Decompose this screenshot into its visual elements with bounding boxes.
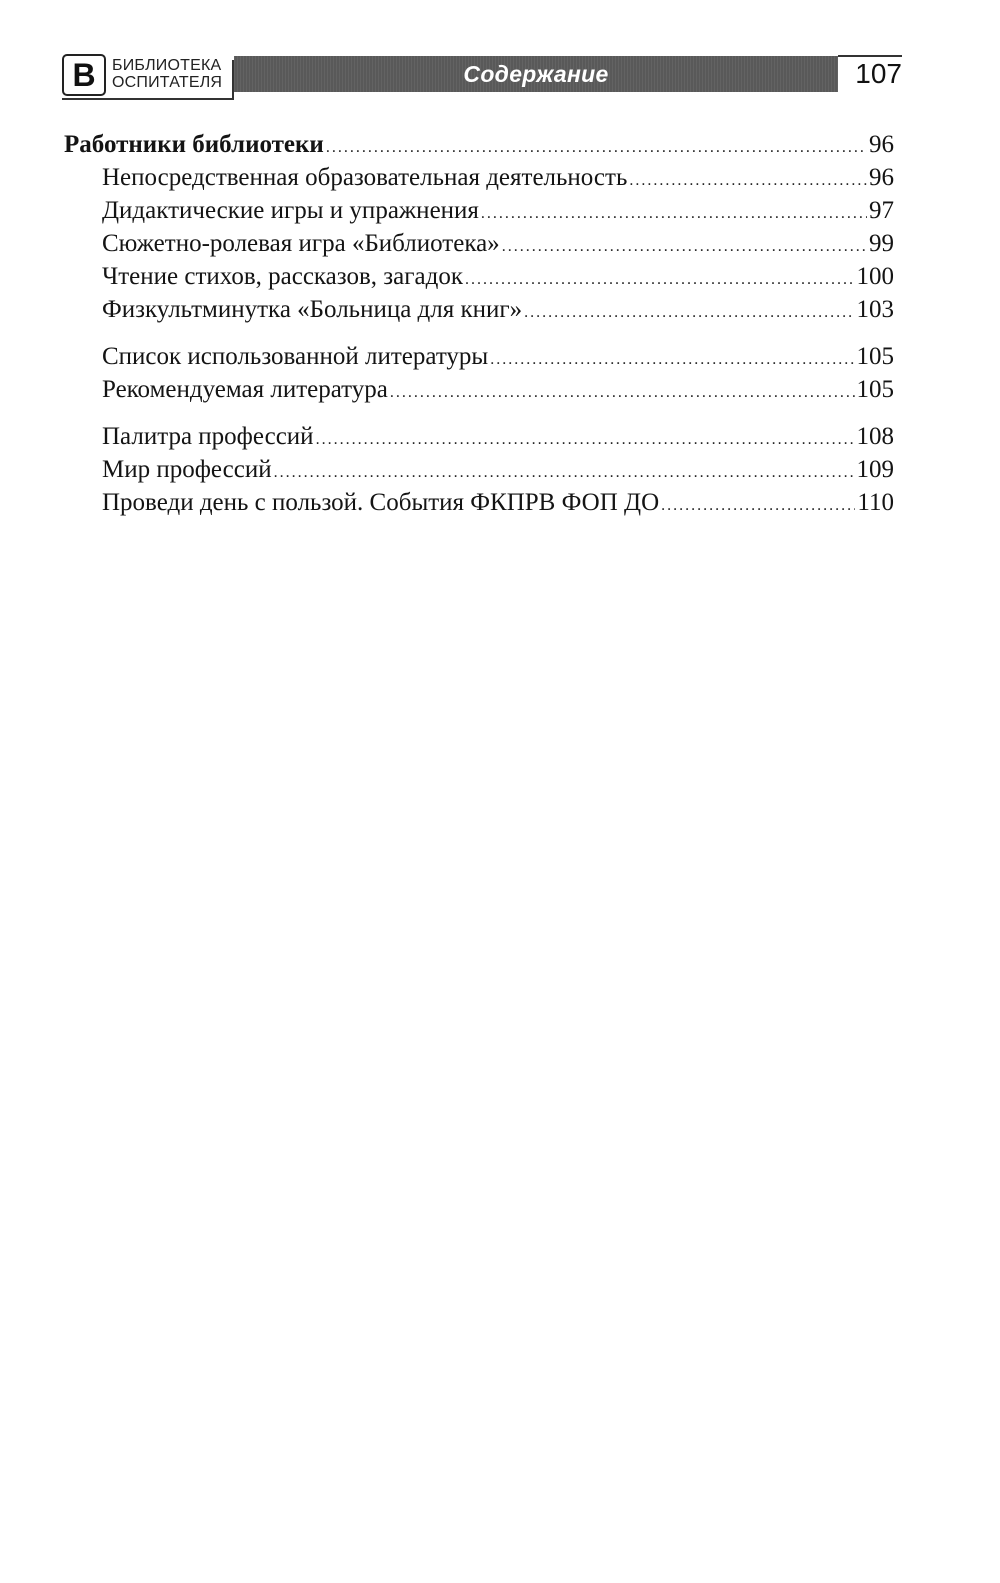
toc-entry-page: 105 (856, 376, 894, 403)
toc-entry-title: Физкультминутка «Больница для книг» (102, 296, 523, 323)
page-number: 107 (855, 58, 902, 89)
dot-leader (524, 296, 854, 329)
section-title: Содержание (463, 60, 609, 87)
dot-leader (629, 164, 867, 197)
series-name (112, 57, 222, 91)
toc-entry-title: Рекомендуемая литература (102, 376, 388, 403)
toc-entry-page: 96 (869, 131, 894, 158)
dot-leader (390, 376, 855, 409)
toc-entry-title: Палитра профессий (102, 423, 314, 450)
dot-leader (465, 263, 855, 296)
toc-entry (64, 486, 894, 519)
toc-entry-page: 99 (869, 230, 894, 257)
toc-entry-title: Сюжетно-ролевая игра «Библиотека» (102, 230, 500, 257)
toc-entry (64, 340, 894, 373)
toc-entry (64, 373, 894, 406)
series-name-line-1: БИБЛИОТЕКА (112, 57, 222, 74)
running-header (62, 52, 902, 100)
dot-leader (502, 230, 867, 263)
series-logo: В (62, 54, 106, 96)
toc-entry-title: Мир профессий (102, 456, 272, 483)
series-name-line-2: ОСПИТАТЕЛЯ (112, 74, 223, 91)
toc-entry (64, 453, 894, 486)
toc-entry-page: 100 (856, 263, 894, 290)
toc-entry (64, 227, 894, 260)
toc-entry-title: Дидактические игры и упражнения (102, 197, 479, 224)
toc-entry-page: 105 (856, 343, 894, 370)
toc-entry-page: 110 (857, 489, 894, 516)
dot-leader (326, 131, 867, 164)
toc-entry (64, 128, 894, 161)
dot-leader (274, 456, 855, 489)
section-title-band (234, 56, 838, 92)
toc-entry-title: Проведи день с пользой. События ФКПРВ ФОП ДО (102, 489, 660, 516)
dot-leader (481, 197, 867, 230)
dot-leader (490, 343, 854, 376)
toc-entry (64, 420, 894, 453)
toc-entry-title: Список использованной литературы (102, 343, 489, 370)
toc-entry-title: Чтение стихов, рассказов, загадок (102, 263, 463, 290)
toc-entry (64, 161, 894, 194)
toc-entry-page: 103 (856, 296, 894, 323)
dot-leader (661, 489, 855, 522)
toc-entry-page: 109 (856, 456, 894, 483)
toc-entry (64, 194, 894, 227)
toc-entry-page: 108 (856, 423, 894, 450)
toc-entry-title: Работники библиотеки (64, 131, 324, 158)
toc-entry-page: 96 (869, 164, 894, 191)
table-of-contents (64, 128, 894, 519)
toc-entry-title: Непосредственная образовательная деятельность (102, 164, 628, 191)
toc-entry (64, 293, 894, 326)
toc-entry (64, 260, 894, 293)
toc-entry-page: 97 (869, 197, 894, 224)
dot-leader (316, 423, 855, 456)
divider (62, 98, 234, 100)
